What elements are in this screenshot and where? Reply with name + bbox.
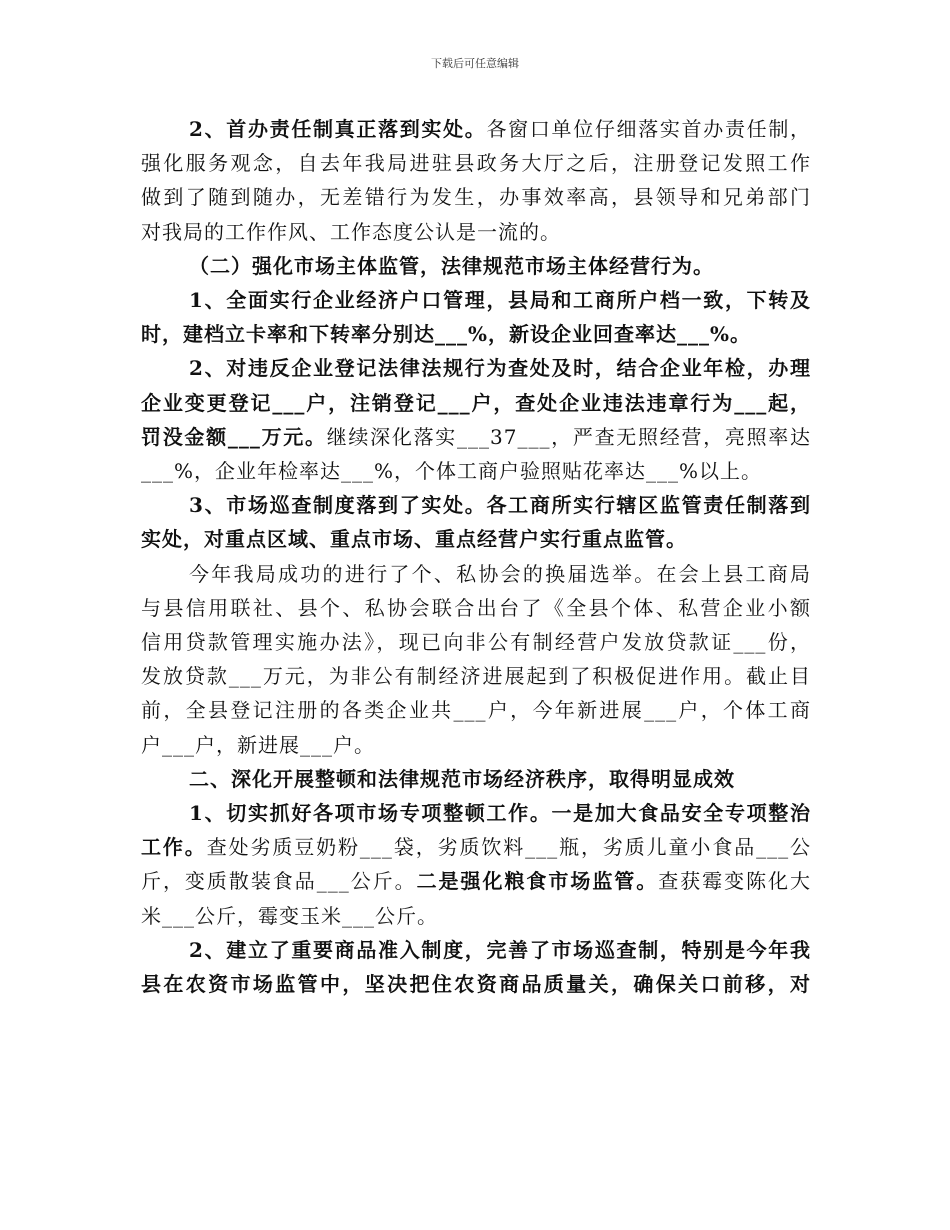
text-line xyxy=(141,180,811,214)
bold-run: 2、对违反企业登记法律法规行为查处及时，结合企业年检，办理 xyxy=(189,356,811,381)
text-line xyxy=(141,317,811,351)
page-header: 下载后可任意编辑 xyxy=(431,57,519,70)
text-line xyxy=(141,762,811,796)
bold-run: 时，建档立卡率和下转率分别达___%，新设企业回查率达___%。 xyxy=(141,322,752,347)
bold-run: 罚没金额___万元。 xyxy=(141,424,327,449)
text-line xyxy=(141,625,811,659)
text-line xyxy=(141,488,811,522)
paragraph xyxy=(141,283,811,351)
text-line xyxy=(141,591,811,625)
text-run: 查获霉变陈化大 xyxy=(658,869,812,894)
bold-run: 二、深化开展整顿和法律规范市场经济秩序，取得明显成效 xyxy=(189,766,735,791)
text-run: 前，全县登记注册的各类企业共___户，今年新进展___户，个体工商 xyxy=(141,698,811,723)
paragraph xyxy=(141,112,811,249)
bold-run: 1、切实抓好各项市场专项整顿工作。一是加大食品安全专项整治 xyxy=(189,801,811,826)
paragraph xyxy=(141,557,811,762)
text-line xyxy=(141,522,811,556)
text-run: 强化服务观念，自去年我局进驻县政务大厅之后，注册登记发照工作 xyxy=(141,151,811,176)
text-line xyxy=(141,659,811,693)
text-run: ___%，企业年检率达___%，个体工商户验照贴花率达___%以上。 xyxy=(141,459,763,484)
bold-run: 县在农资市场监管中，坚决把住农资商品质量关，确保关口前移，对 xyxy=(141,972,811,997)
text-run: 与县信用联社、县个、私协会联合出台了《全县个体、私营企业小额 xyxy=(141,595,811,620)
paragraph xyxy=(141,351,811,488)
text-line xyxy=(141,933,811,967)
text-run: 做到了随到随办，无差错行为发生，办事效率高，县领导和兄弟部门 xyxy=(141,185,811,210)
text-run: 继续深化落实___37___，严查无照经营，亮照率达 xyxy=(326,424,812,449)
text-line xyxy=(141,283,811,317)
text-run: 今年我局成功的进行了个、私协会的换届选举。在会上县工商局 xyxy=(189,561,811,586)
text-run: 米___公斤，霉变玉米___公斤。 xyxy=(141,903,438,928)
text-line xyxy=(141,112,811,146)
bold-run: （二）强化市场主体监管，法律规范市场主体经营行为。 xyxy=(189,253,714,278)
paragraph xyxy=(141,796,811,933)
text-line xyxy=(141,693,811,727)
text-line xyxy=(141,454,811,488)
bold-run: 3、市场巡查制度落到了实处。各工商所实行辖区监管责任制落到 xyxy=(189,493,811,518)
bold-run: 2、首办责任制真正落到实处。 xyxy=(189,117,487,141)
section-heading xyxy=(141,249,811,283)
bold-run: 工作。 xyxy=(141,835,207,860)
text-line xyxy=(141,386,811,420)
text-line xyxy=(141,146,811,180)
text-line xyxy=(141,351,811,385)
text-line xyxy=(141,967,811,1001)
bold-run: 企业变更登记___户，注销登记___户，查处企业违法违章行为___起， xyxy=(141,390,811,415)
text-run: 对我局的工作作风、工作态度公认是一流的。 xyxy=(141,219,561,244)
text-run: 各窗口单位仔细落实首办责任制， xyxy=(486,117,812,141)
paragraph xyxy=(141,488,811,556)
bold-run: 二是强化粮食市场监管。 xyxy=(416,869,659,894)
text-line xyxy=(141,796,811,830)
text-run: 户___户，新进展___户。 xyxy=(141,732,375,757)
paragraph xyxy=(141,933,811,1001)
text-line xyxy=(141,249,811,283)
text-line xyxy=(141,557,811,591)
text-line xyxy=(141,215,811,249)
text-run: 斤，变质散装食品___公斤。 xyxy=(141,869,417,894)
text-run: 发放贷款___万元，为非公有制经济进展起到了积极促进作用。截止目 xyxy=(141,664,811,689)
text-run: 信用贷款管理实施办法》，现已向非公有制经营户发放贷款证___份， xyxy=(141,630,811,655)
text-line xyxy=(141,728,811,762)
text-line xyxy=(141,899,811,933)
bold-run: 实处，对重点区域、重点市场、重点经营户实行重点监管。 xyxy=(141,527,687,552)
text-line xyxy=(141,864,811,898)
text-line xyxy=(141,420,811,454)
document-body xyxy=(141,112,811,1001)
text-run: 查处劣质豆奶粉___袋，劣质饮料___瓶，劣质儿童小食品___公 xyxy=(206,835,812,860)
section-heading xyxy=(141,762,811,796)
text-line xyxy=(141,830,811,864)
bold-run: 2、建立了重要商品准入制度，完善了市场巡查制，特别是今年我 xyxy=(189,937,811,962)
bold-run: 1、全面实行企业经济户口管理，县局和工商所户档一致，下转及 xyxy=(189,288,811,313)
